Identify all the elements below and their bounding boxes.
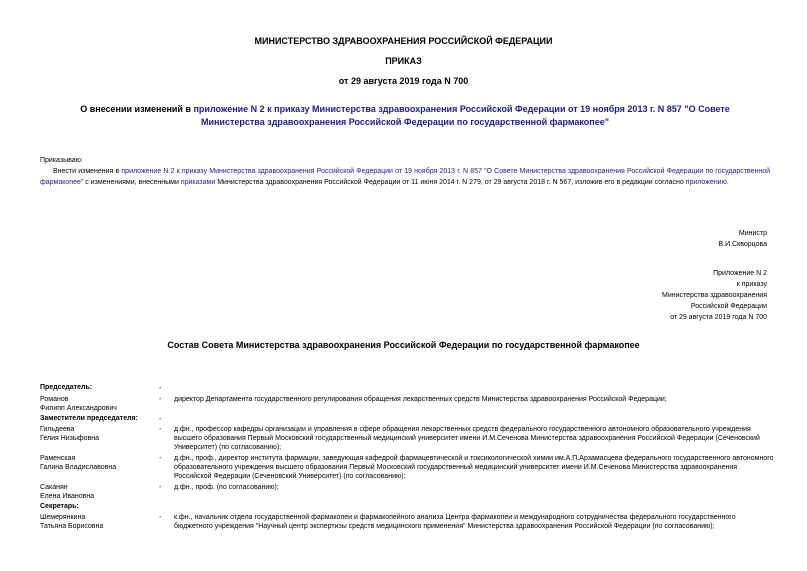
signature-name: В.И.Скворцова <box>718 241 767 248</box>
deputy-label-dash: - <box>159 416 162 423</box>
member-dash: - <box>159 455 162 462</box>
member-given-names: Галина Владиславовна <box>40 464 117 471</box>
member-description: д.фн., профессор кафедры организации и управления в сфере обращения лекарственных средств федерального государственного автономного образовательного учреждения высшего образования Первый Московский государственный медицинский университет имени И.М.Сеченова Министерства здравоохранения Российской Федерации (Сеченовский Университет) (по согласованию); <box>174 426 760 451</box>
date-number-heading: от 29 августа 2019 года N 700 <box>338 76 469 86</box>
deputy-label: Заместители председателя: <box>40 415 138 422</box>
p1-prefix: Внести изменения в <box>53 168 122 175</box>
appendix-line-3: Министерства здравоохранения <box>662 292 767 299</box>
appendix-line-2: к приказу <box>736 281 767 288</box>
appendix-line-5: от 29 августа 2019 года N 700 <box>670 314 767 321</box>
chair-label-dash: - <box>159 385 162 392</box>
p1-rest: Министерства здравоохранения Российской Федерации от 11 июня 2014 г. N 279, от 29 августа 2018 г. N 567, изложив его в редакции согласно <box>215 179 686 186</box>
appendix-block <box>662 268 767 323</box>
member-description: д.фн., проф. (по согласованию); <box>174 484 279 491</box>
order-paragraph <box>40 166 770 188</box>
member-dash: - <box>159 396 162 403</box>
member-surname: Саканян <box>40 484 68 491</box>
signature-block <box>719 228 768 250</box>
member-name <box>40 395 155 413</box>
appendix-line-1: Приложение N 2 <box>713 270 767 277</box>
member-name <box>40 425 155 443</box>
member-dash: - <box>159 484 162 491</box>
p1-end: . <box>726 179 729 186</box>
member-given-names: Филипп Александрович <box>40 405 117 412</box>
appendix-line-4: Российской Федерации <box>690 303 767 310</box>
document-title <box>60 103 750 129</box>
member-name <box>40 513 155 531</box>
member-description: д.фн., проф., директор института фармации, заведующая кафедрой фармацевтической и токсикологической химии им.А.П.Арзамасцева федерального государственного автономного образовательного учреждения высшего образования Первый Московский государственный медицинский университет имени И.М.Сеченова Министерства здравоохранения Российской Федерации (Сеченовский Университет) (по согласованию); <box>174 455 774 480</box>
chair-label: Председатель: <box>40 384 93 391</box>
p1-link-appendix-ref[interactable]: приложению <box>685 179 727 186</box>
member-description: к.фн., начальник отдела государственной фармакопеи и фармакопейного анализа Центра фармакопеи и международного сотрудничества федерального государственного бюджетного учреждения "Научный центр экспертизы средств медицинского применения" Министерства здравоохранения Российской Федерации (по согласованию); <box>174 514 736 530</box>
member-given-names: Гелия Низыфовна <box>40 435 100 442</box>
member-surname: Гильдеева <box>40 426 75 433</box>
title-link[interactable]: приложение N 2 к приказу Министерства здравоохранения Российской Федерации от 19 ноября 2013 г. N 857 "О Совете Министерства здравоохранения Российской Федерации по государственной фармакопее" <box>193 104 730 127</box>
member-given-names: Татьяна Борисовна <box>40 523 104 530</box>
p1-link-orders[interactable]: приказами <box>180 179 216 186</box>
composition-title: Состав Совета Министерства здравоохранения Российской Федерации по государственной фармакопее <box>167 340 640 350</box>
member-surname: Шемерянкина <box>40 514 86 521</box>
member-name <box>40 483 155 501</box>
member-given-names: Елена Ивановна <box>40 493 95 500</box>
p1-link-appendix[interactable]: приложение N 2 к приказу Министерства здравоохранения Российской Федерации от 19 ноября 2013 г. N 857 "О Совете Министерства здравоохранения Российской Федерации по государственной фармакопее" <box>40 168 771 186</box>
member-dash: - <box>159 426 162 433</box>
member-surname: Романов <box>40 396 69 403</box>
signature-position: Министр <box>738 230 767 237</box>
member-dash: - <box>159 514 162 521</box>
member-name <box>40 454 155 472</box>
ministry-heading: МИНИСТЕРСТВО ЗДРАВООХРАНЕНИЯ РОССИЙСКОЙ ФЕДЕРАЦИИ <box>254 36 553 46</box>
doc-type-heading: ПРИКАЗ <box>385 56 422 66</box>
p1-mid: с изменениями, внесенными <box>83 179 181 186</box>
order-word: Приказываю: <box>40 157 83 164</box>
secretary-label: Секретарь: <box>40 503 79 510</box>
member-description: директор Департамента государственного регулирования обращения лекарственных средств Министерства здравоохранения Российской Федерации; <box>174 396 667 403</box>
title-prefix: О внесении изменений в <box>80 104 194 114</box>
member-surname: Раменская <box>40 455 76 462</box>
